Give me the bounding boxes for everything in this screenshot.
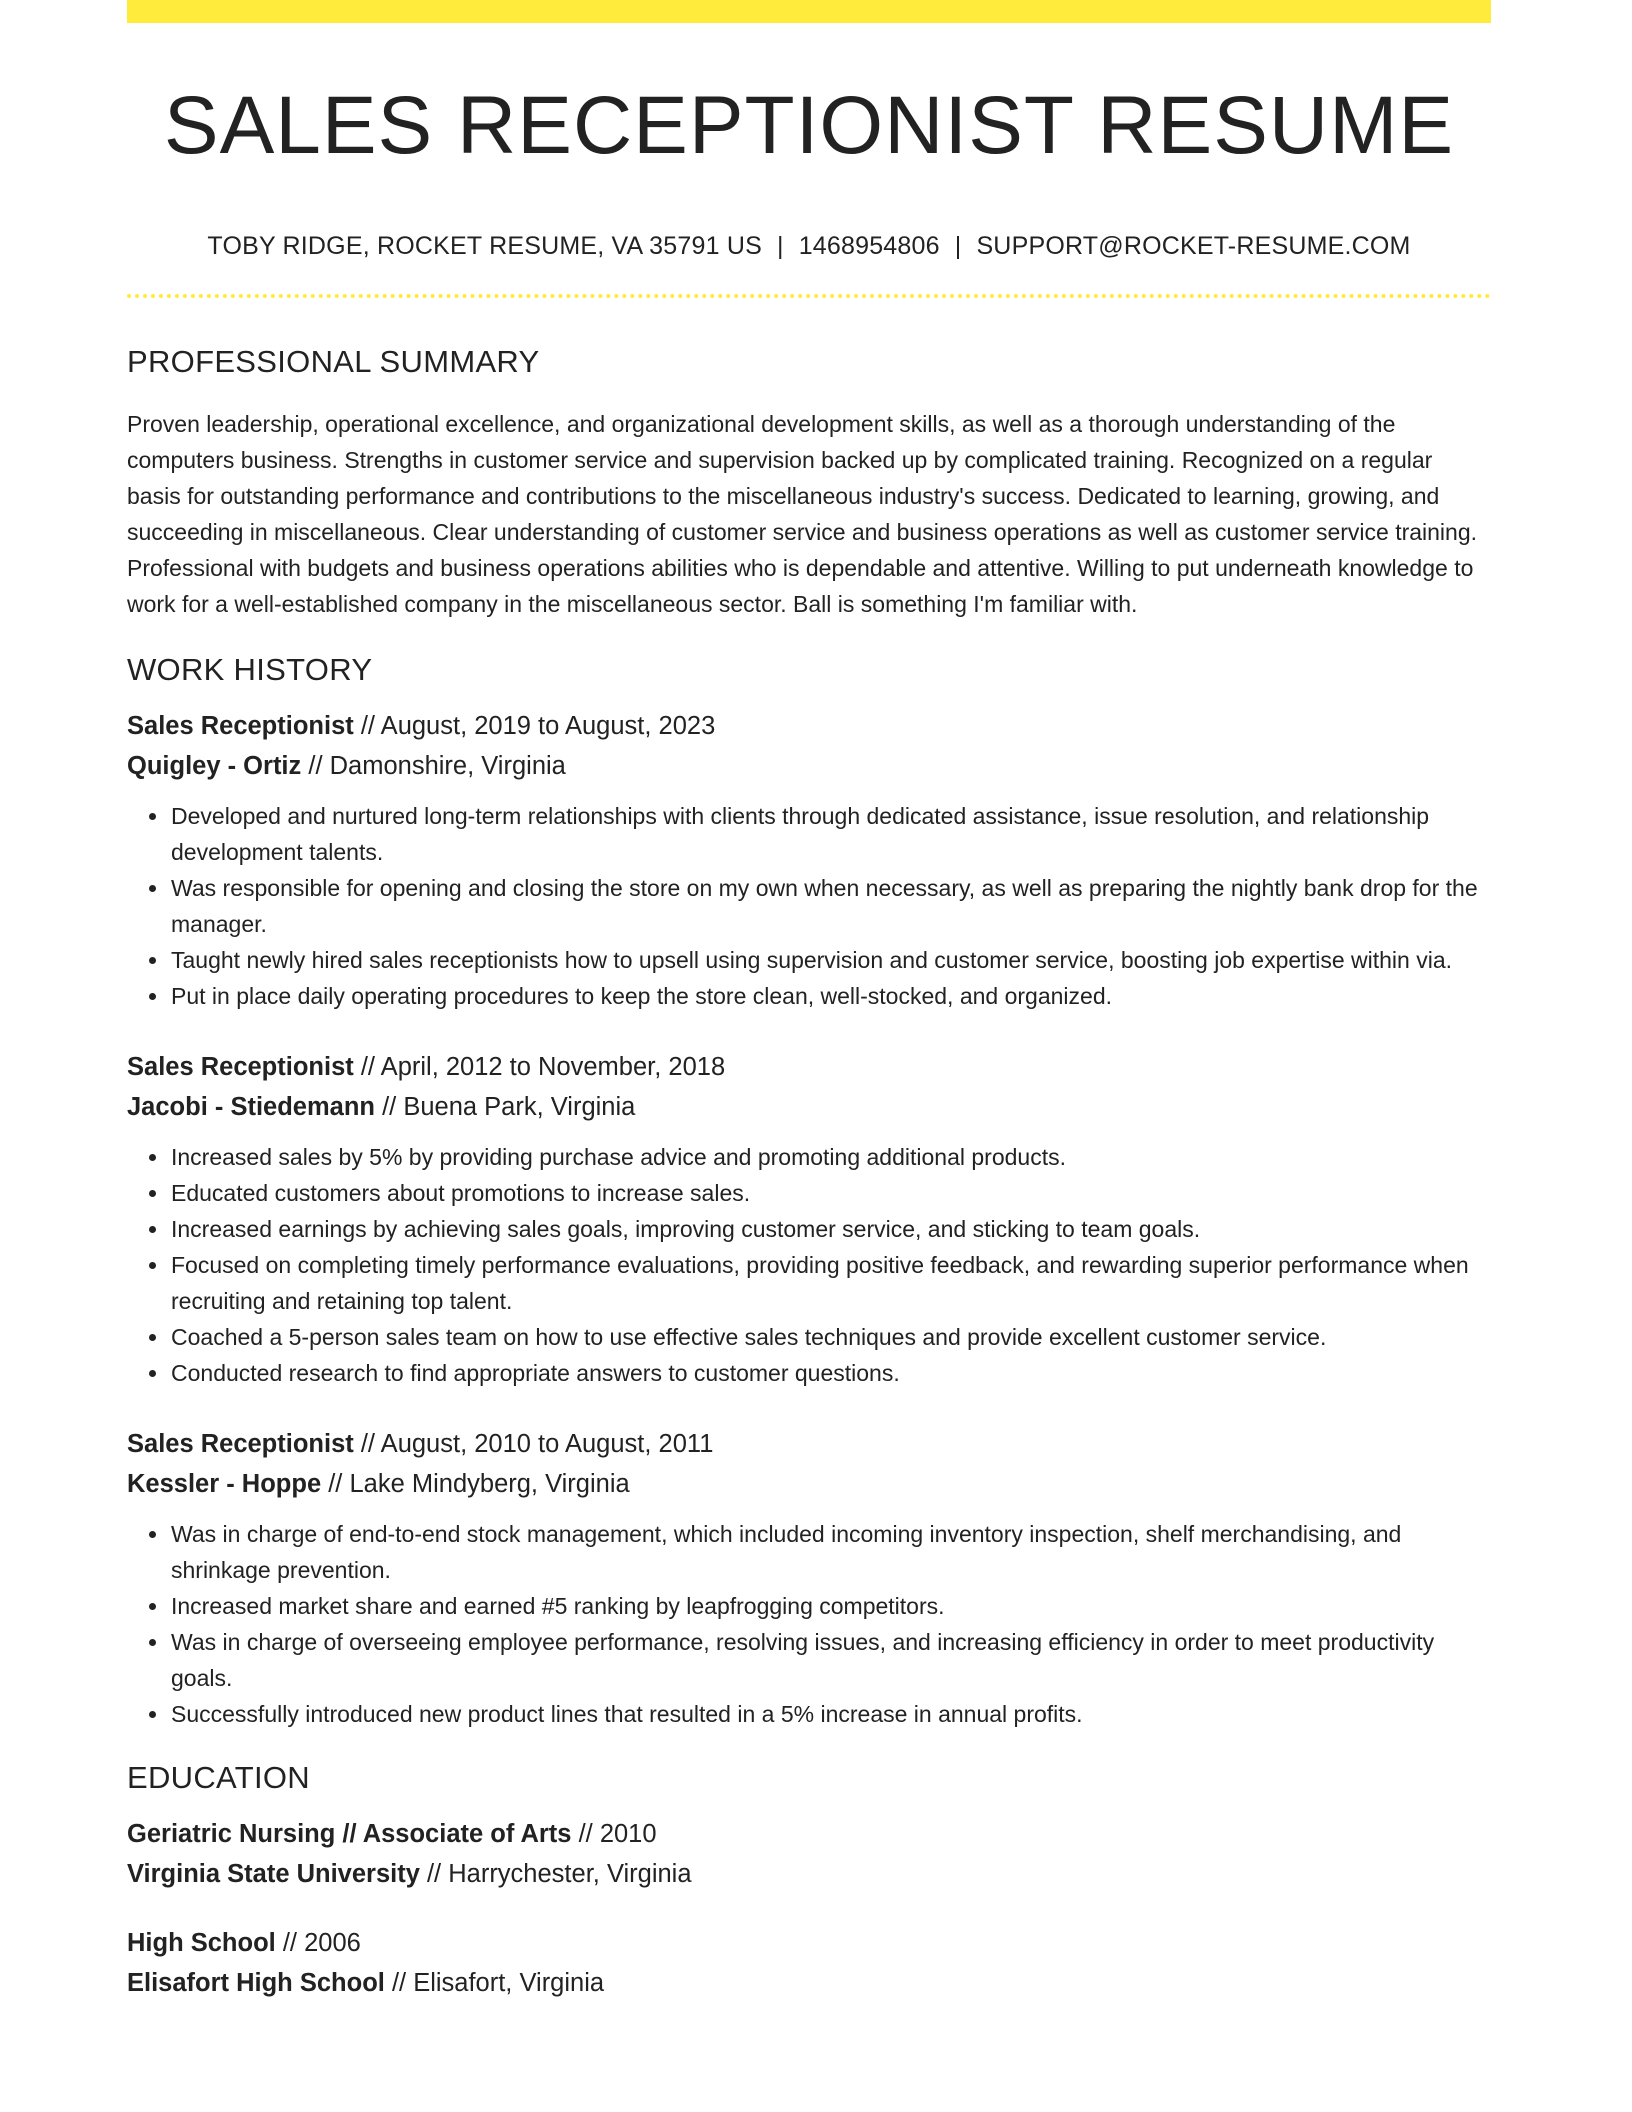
- education-year: // 2006: [275, 1929, 361, 1957]
- education-entry: [127, 1923, 1491, 2003]
- education-school-line: [127, 1854, 1491, 1894]
- contact-phone: 1468954806: [798, 232, 940, 260]
- education-degree: Geriatric Nursing // Associate of Arts: [127, 1820, 572, 1848]
- education-location: // Harrychester, Virginia: [419, 1860, 692, 1888]
- work-history-heading: WORK HISTORY: [127, 652, 373, 687]
- page-title: SALES RECEPTIONIST RESUME: [163, 80, 1455, 171]
- contact-address: TOBY RIDGE, ROCKET RESUME, VA 35791 US: [207, 232, 762, 260]
- summary-text: Proven leadership, operational excellence, and organizational development skills, as well as a thorough understanding of the computers business. Strengths in customer service and supervision backed up by complicated training. Recognized on a regular basis for outstanding performance and contributions to the miscellaneous industry's success. Dedicated to learning, growing, and succeeding in miscellaneous. Clear understanding of customer service and business operations as well as customer service training. Professional with budgets and business operations abilities who is dependable and attentive. Willing to put underneath knowledge to work for a well-established company in the miscellaneous sector. Ball is something I'm familiar with.: [127, 411, 1478, 617]
- job-dates: // August, 2010 to August, 2011: [353, 1430, 714, 1458]
- job-entry: [127, 1047, 1491, 1391]
- job-bullet: • Increased earnings by achieving sales goals, improving customer service, and sticking to team goals.: [170, 1211, 1491, 1247]
- education-year: // 2010: [571, 1820, 657, 1848]
- education-school: Virginia State University: [127, 1860, 420, 1888]
- job-bullet: • Developed and nurtured long-term relationships with clients through dedicated assistance, issue resolution, and relationship development talents.: [170, 798, 1491, 870]
- job-bullet-list: [127, 1139, 1491, 1391]
- contact-line: [127, 232, 1491, 261]
- job-title-line: [127, 1047, 1491, 1087]
- summary-heading: PROFESSIONAL SUMMARY: [127, 344, 540, 379]
- job-bullet: • Was responsible for opening and closing the store on my own when necessary, as well as preparing the nightly bank drop for the manager.: [170, 870, 1491, 942]
- contact-separator: |: [954, 232, 962, 260]
- job-company-line: [127, 1464, 1491, 1504]
- job-entry: [127, 1424, 1491, 1732]
- job-company: Quigley - Ortiz: [127, 752, 302, 780]
- job-location: // Damonshire, Virginia: [301, 752, 566, 780]
- job-bullet: • Conducted research to find appropriate answers to customer questions.: [170, 1355, 1491, 1391]
- education-list: [127, 1814, 1491, 2003]
- contact-email: SUPPORT@ROCKET-RESUME.COM: [976, 232, 1411, 260]
- job-dates: // August, 2019 to August, 2023: [353, 712, 716, 740]
- job-title: Sales Receptionist: [127, 1430, 354, 1458]
- education-school: Elisafort High School: [127, 1969, 385, 1997]
- education-school-line: [127, 1963, 1491, 2003]
- job-bullet-list: [127, 798, 1491, 1014]
- job-bullet: • Put in place daily operating procedures to keep the store clean, well-stocked, and organized.: [170, 978, 1491, 1014]
- education-degree: High School: [127, 1929, 276, 1957]
- accent-top-bar: [127, 0, 1491, 23]
- job-bullet-list: [127, 1516, 1491, 1732]
- job-bullet: • Increased sales by 5% by providing purchase advice and promoting additional products.: [170, 1139, 1491, 1175]
- job-bullet: • Taught newly hired sales receptionists how to upsell using supervision and customer service, boosting job expertise within via.: [170, 942, 1491, 978]
- contact-separator: |: [776, 232, 784, 260]
- education-heading: EDUCATION: [127, 1760, 310, 1795]
- job-bullet: • Successfully introduced new product lines that resulted in a 5% increase in annual profits.: [170, 1696, 1491, 1732]
- job-company: Jacobi - Stiedemann: [127, 1093, 375, 1121]
- job-title-line: [127, 706, 1491, 746]
- job-company-line: [127, 1087, 1491, 1127]
- education-entry: [127, 1814, 1491, 1894]
- job-company: Kessler - Hoppe: [127, 1470, 322, 1498]
- job-title-line: [127, 1424, 1491, 1464]
- job-company-line: [127, 746, 1491, 786]
- job-bullet: • Focused on completing timely performance evaluations, providing positive feedback, and rewarding superior performance when recruiting and retaining top talent.: [170, 1247, 1491, 1319]
- dotted-divider: [127, 294, 1491, 298]
- education-location: // Elisafort, Virginia: [384, 1969, 605, 1997]
- job-bullet: • Was in charge of end-to-end stock management, which included incoming inventory inspection, shelf merchandising, and shrinkage prevention.: [170, 1516, 1491, 1588]
- job-entry: [127, 706, 1491, 1014]
- job-bullet: • Was in charge of overseeing employee performance, resolving issues, and increasing efficiency in order to meet productivity goals.: [170, 1624, 1491, 1696]
- work-history-list: [127, 706, 1491, 1732]
- job-title: Sales Receptionist: [127, 1053, 354, 1081]
- job-dates: // April, 2012 to November, 2018: [353, 1053, 726, 1081]
- job-bullet: • Coached a 5-person sales team on how to use effective sales techniques and provide excellent customer service.: [170, 1319, 1491, 1355]
- education-degree-line: [127, 1923, 1491, 1963]
- job-bullet: • Increased market share and earned #5 ranking by leapfrogging competitors.: [170, 1588, 1491, 1624]
- job-bullet: • Educated customers about promotions to increase sales.: [170, 1175, 1491, 1211]
- resume-page: [127, 0, 1491, 2003]
- job-location: // Buena Park, Virginia: [374, 1093, 636, 1121]
- education-degree-line: [127, 1814, 1491, 1854]
- job-title: Sales Receptionist: [127, 712, 354, 740]
- job-location: // Lake Mindyberg, Virginia: [321, 1470, 630, 1498]
